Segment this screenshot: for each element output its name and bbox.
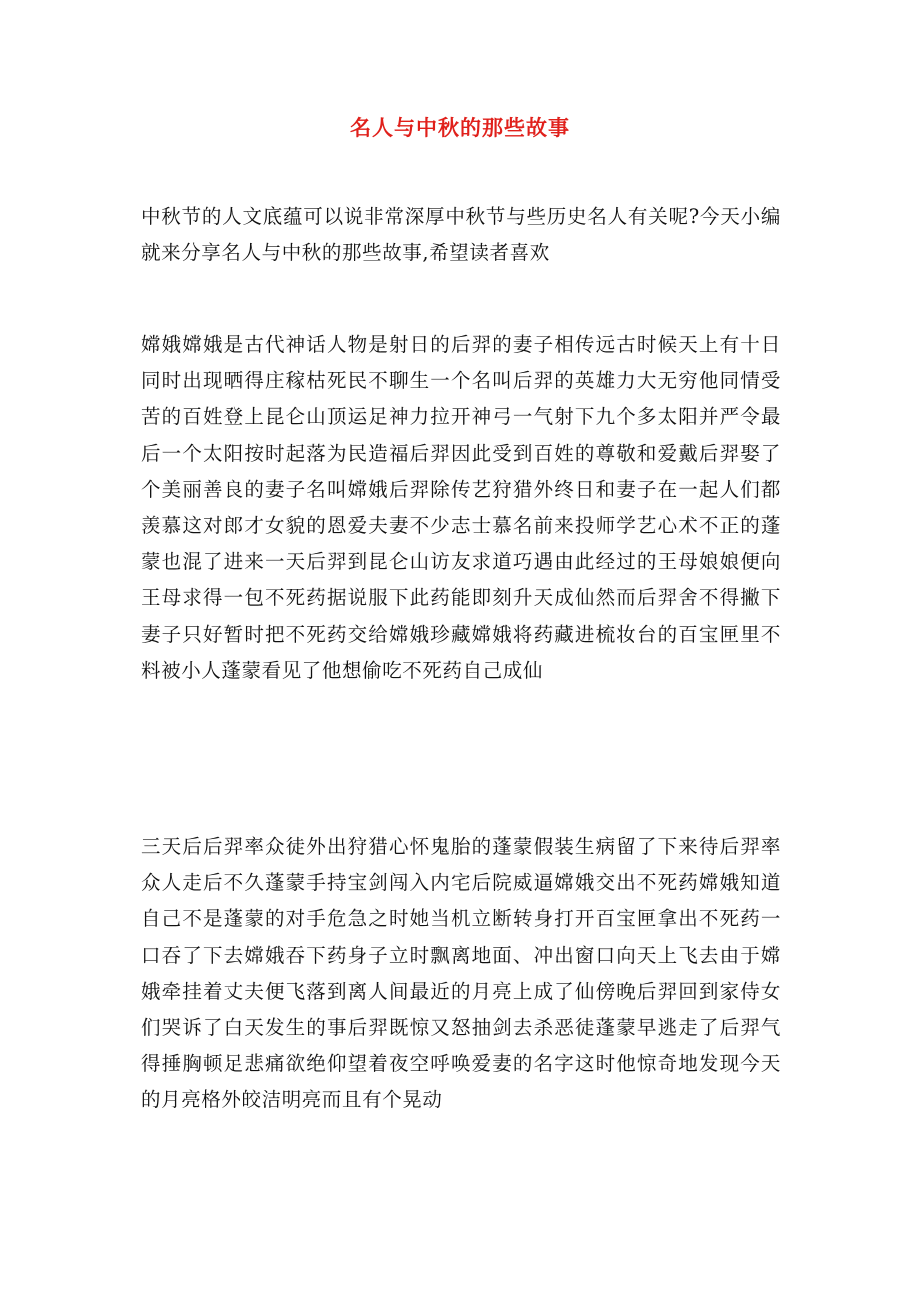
- body-paragraph-continuation: 三天后后羿率众徒外出狩猎心怀鬼胎的蓬蒙假装生病留了下来待后羿率众人走后不久蓬蒙手持宝剑闯入内宅后院威逼嫦娥交出不死药嫦娥知道自己不是蓬蒙的对手危急之时她当机立断转身打开百宝匣拿出不死药一口吞了下去嫦娥吞下药身子立时飘离地面、冲出窗口向天上飞去由于嫦娥牵挂着丈夫便飞落到离人间最近的月亮上成了仙傍晚后羿回到家侍女们哭诉了白天发生的事后羿既惊又怒抽剑去杀恶徒蓬蒙早逃走了后羿气得捶胸顿足悲痛欲绝仰望着夜空呼唤爱妻的名字这时他惊奇地发现今天的月亮格外皎洁明亮而且有个晃动: [141, 835, 781, 1112]
- body-paragraph-change-story: 嫦娥嫦娥是古代神话人物是射日的后羿的妻子相传远古时候天上有十日同时出现晒得庄稼枯死民不聊生一个名叫后羿的英雄力大无穷他同情受苦的百姓登上昆仑山顶运足神力拉开神弓一气射下九个多太阳并严令最后一个太阳按时起落为民造福后羿因此受到百姓的尊敬和爱戴后羿娶了个美丽善良的妻子名叫嫦娥后羿除传艺狩猎外终日和妻子在一起人们都羡慕这对郎才女貌的恩爱夫妻不少志士慕名前来投师学艺心术不正的蓬蒙也混了进来一天后羿到昆仑山访友求道巧遇由此经过的王母娘娘便向王母求得一包不死药据说服下此药能即刻升天成仙然而后羿舍不得撇下妻子只好暂时把不死药交给嫦娥珍藏嫦娥将药藏进梳妆台的百宝匣里不料被小人蓬蒙看见了他想偷吃不死药自己成仙: [141, 333, 781, 682]
- document-title: 名人与中秋的那些故事: [350, 115, 570, 140]
- intro-paragraph: 中秋节的人文底蕴可以说非常深厚中秋节与些历史名人有关呢?今天小编就来分享名人与中秋的那些故事,希望读者喜欢: [141, 205, 781, 265]
